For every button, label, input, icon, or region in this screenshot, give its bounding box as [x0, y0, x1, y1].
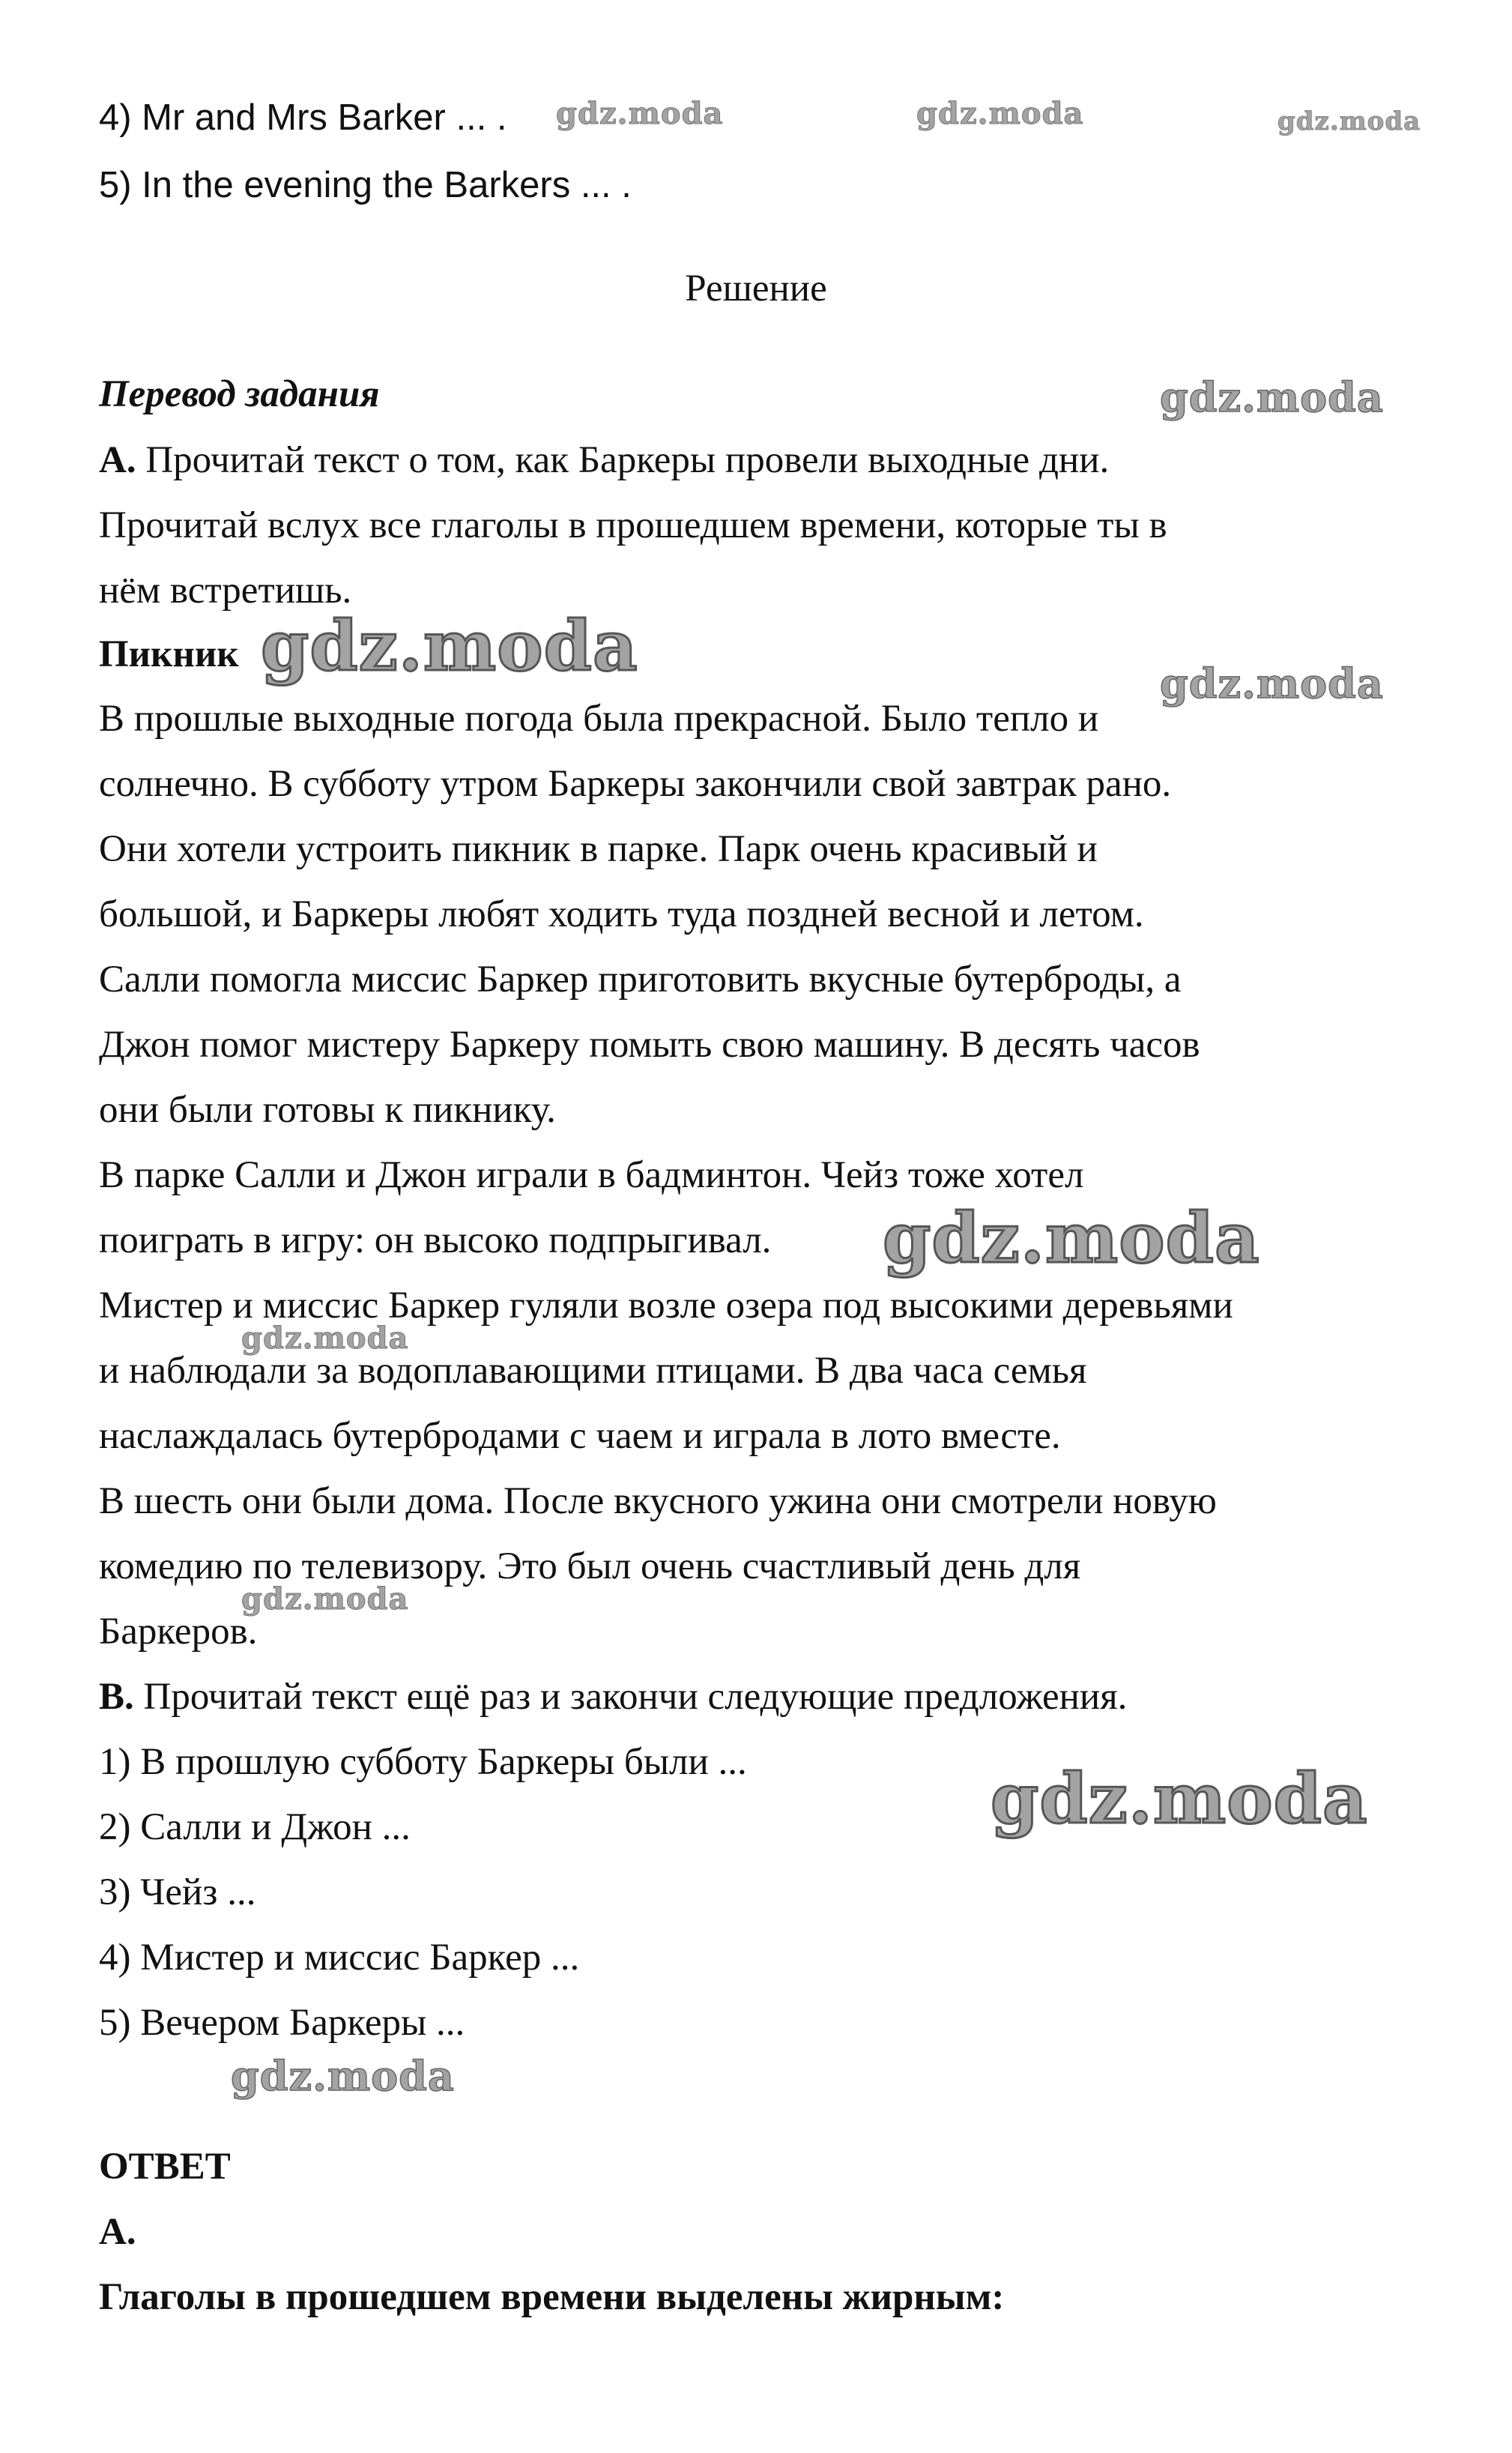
task-b-item: 4) Мистер и миссис Баркер ...	[99, 1937, 580, 1979]
watermark: gdz.moda	[916, 96, 1084, 131]
task-a-line-3: нём встретишь.	[99, 570, 352, 612]
story-line: они были готовы к пикнику.	[99, 1089, 556, 1131]
watermark: gdz.moda	[883, 1198, 1260, 1279]
story-line: Салли помогла миссис Баркер приготовить вкусные бутерброды, а	[99, 959, 1182, 1001]
task-a-label: A.	[99, 439, 136, 481]
story-line: Мистер и миссис Баркер гуляли возле озера под высокими деревьями	[99, 1285, 1233, 1327]
story-title: Пикник	[99, 633, 239, 675]
watermark: gdz.moda	[231, 2052, 455, 2100]
story-line: Они хотели устроить пикник в парке. Парк очень красивый и	[99, 828, 1098, 870]
watermark: gdz.moda	[261, 606, 638, 687]
task-b-item: 2) Салли и Джон ...	[99, 1806, 411, 1848]
story-line: и наблюдали за водоплавающими птицами. В два часа семья	[99, 1350, 1087, 1392]
task-b-item: 3) Чейз ...	[99, 1871, 256, 1913]
story-line: большой, и Баркеры любят ходить туда поздней весной и летом.	[99, 893, 1144, 935]
task-b-text: Прочитай текст ещё раз и закончи следующие предложения.	[133, 1676, 1128, 1718]
answer-heading: ОТВЕТ	[99, 2146, 231, 2188]
watermark: gdz.moda	[1160, 373, 1384, 421]
watermark: gdz.moda	[241, 1321, 409, 1356]
answer-a-label: A.	[99, 2211, 136, 2253]
task-a-text-1: Прочитай текст о том, как Баркеры провели выходные дни.	[136, 439, 1110, 481]
exercise-line-5	[99, 152, 632, 218]
story-line: солнечно. В субботу утром Баркеры закончили свой завтрак рано.	[99, 763, 1172, 805]
task-b-label: B.	[99, 1676, 134, 1718]
story-line: наслаждалась бутербродами с чаем и играла в лото вместе.	[99, 1415, 1061, 1457]
task-a-line-1	[99, 427, 1109, 493]
task-b-item: 1) В прошлую субботу Баркеры были ...	[99, 1741, 747, 1783]
watermark: gdz.moda	[556, 96, 724, 131]
story-line: В шесть они были дома. После вкусного ужина они смотрели новую	[99, 1480, 1217, 1522]
story-line: Джон помог мистеру Баркеру помыть свою машину. В десять часов	[99, 1024, 1200, 1066]
answer-note: Глаголы в прошедшем времени выделены жирным:	[99, 2276, 1005, 2318]
exercise-line-5-text: 5) In the evening the Barkers ... .	[99, 165, 632, 205]
task-b-item: 5) Вечером Баркеры ...	[99, 2002, 465, 2044]
story-line: Баркеров.	[99, 1611, 258, 1653]
watermark: gdz.moda	[1160, 660, 1384, 707]
exercise-line-4	[99, 85, 507, 151]
story-line: В прошлые выходные погода была прекрасной. Было тепло и	[99, 698, 1099, 740]
task-b-line	[99, 1664, 1127, 1730]
story-line: В парке Салли и Джон играли в бадминтон. Чейз тоже хотел	[99, 1154, 1084, 1196]
task-a-line-2: Прочитай вслух все глаголы в прошедшем времени, которые ты в	[99, 504, 1167, 546]
story-line: комедию по телевизору. Это был очень счастливый день для	[99, 1545, 1081, 1587]
watermark: gdz.moda	[991, 1758, 1368, 1839]
translation-heading: Перевод задания	[99, 373, 380, 415]
exercise-line-4-text: 4) Mr and Mrs Barker ... .	[99, 97, 507, 138]
watermark: gdz.moda	[241, 1581, 409, 1617]
story-line: поиграть в игру: он высоко подпрыгивал.	[99, 1219, 772, 1261]
solution-title: Решение	[685, 268, 827, 310]
watermark: gdz.moda	[1277, 106, 1421, 136]
